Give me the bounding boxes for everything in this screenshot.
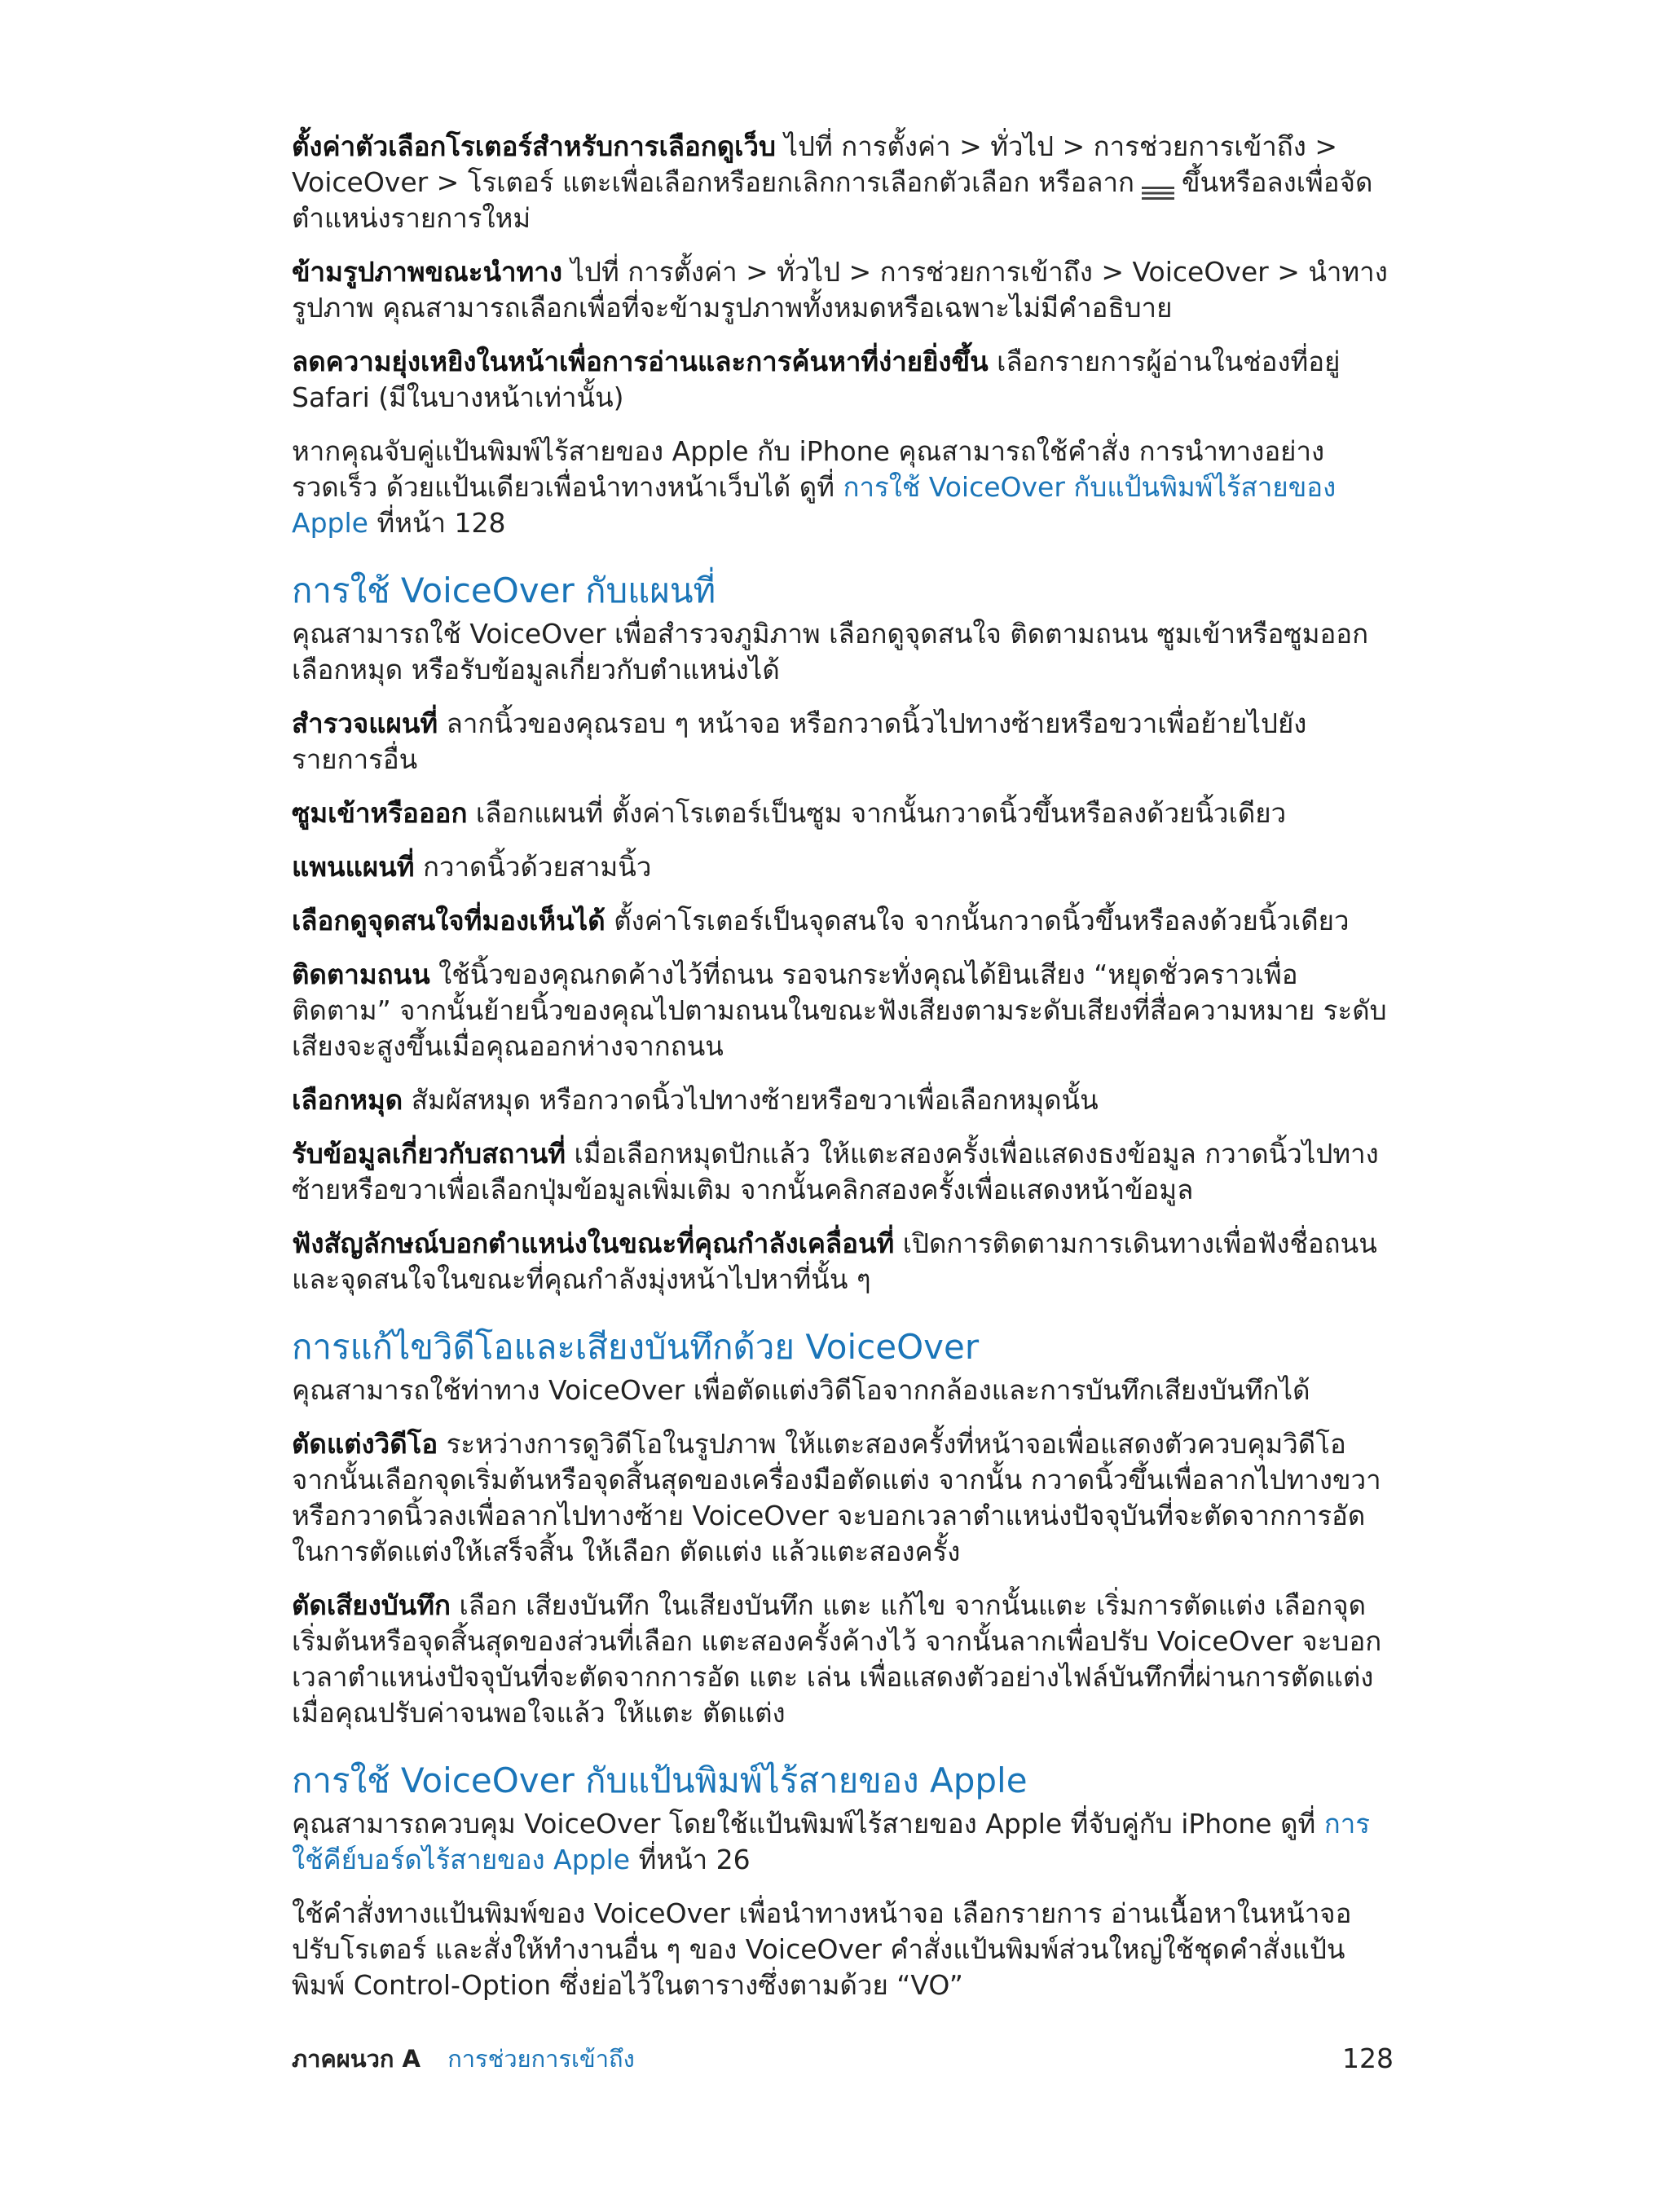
paragraph-text: ระหว่างการดูวิดีโอในรูปภาพ ให้แตะสองครั้งที่หน้าจอเพื่อแสดงตัวควบคุมวิดีโอ จากนั้นเลือกจุดเริ่มต้นหรือจุดสิ้นสุดของเครื่องมือตัดแต่ง จากนั้น กวาดนิ้วขึ้นเพื่อลากไปทางขวา หรือกวาดนิ้วลงเพื่อลากไปทางซ้าย VoiceOver จะบอกเวลาตำแหน่งปัจจุบันที่จะตัดจากการอัด ในการตัดแต่งให้เสร็จสิ้น ให้เลือก ตัดแต่ง แล้วแตะสองครั้ง — [292, 1428, 1381, 1567]
paragraph — [292, 1226, 1394, 1298]
paragraph-text-after: ที่หน้า 26 — [630, 1844, 751, 1875]
paragraph — [292, 1426, 1394, 1570]
paragraph — [292, 1082, 1394, 1118]
reorder-handle-icon — [1139, 175, 1177, 193]
paragraph-text: คุณสามารถใช้ท่าทาง VoiceOver เพื่อตัดแต่งวิดีโอจากกล้องและการบันทึกเสียงบันทึกได้ — [292, 1374, 1310, 1406]
paragraph-text: คุณสามารถควบคุม VoiceOver โดยใช้แป้นพิมพ์ไร้สายของ Apple ที่จับคู่กับ iPhone ดูที่ — [292, 1808, 1324, 1840]
paragraph — [292, 1588, 1394, 1731]
page-footer — [292, 2041, 1394, 2077]
paragraph — [292, 434, 1394, 541]
paragraph-lead-term: ตัดแต่งวิดีโอ — [292, 1428, 438, 1460]
paragraph-text: กวาดนิ้วด้วยสามนิ้ว — [414, 851, 652, 883]
paragraph-text: เลือก เสียงบันทึก ในเสียงบันทึก แตะ แก้ไข จากนั้นแตะ เริ่มการตัดแต่ง เลือกจุดเริ่มต้นหรือจุดสิ้นสุดของส่วนที่เลือก แตะสองครั้งค้างไว้ จากนั้นลากเพื่อปรับ VoiceOver จะบอกเวลาตำแหน่งปัจจุบันที่จะตัดจากการอัด แตะ เล่น เพื่อแสดงตัวอย่างไฟล์บันทึกที่ผ่านการตัดแต่ง เมื่อคุณปรับค่าจนพอใจแล้ว ให้แตะ ตัดแต่ง — [292, 1589, 1382, 1729]
paragraph-text: ตั้งค่าโรเตอร์เป็นจุดสนใจ จากนั้นกวาดนิ้วขึ้นหรือลงด้วยนิ้วเดียว — [605, 905, 1350, 936]
paragraph-text-after: ขึ้นหรือลงเพื่อจัดตำแหน่งรายการใหม่ — [292, 166, 1373, 234]
paragraph-text: ใช้คำสั่งทางแป้นพิมพ์ของ VoiceOver เพื่อนำทางหน้าจอ เลือกรายการ อ่านเนื้อหาในหน้าจอ ปรับโรเตอร์ และสั่งให้ทำงานอื่น ๆ ของ VoiceOver คำสั่งแป้นพิมพ์ส่วนใหญ่ใช้ชุดคำสั่งแป้นพิมพ์ Control-Option ซึ่งย่อไว้ในตารางซึ่งตามด้วย “VO” — [292, 1897, 1352, 2001]
section-heading: การใช้ VoiceOver กับแผนที่ — [292, 571, 716, 610]
paragraph-lead-term: ตัดเสียงบันทึก — [292, 1589, 451, 1621]
section-heading: การใช้ VoiceOver กับแป้นพิมพ์ไร้สายของ Apple — [292, 1760, 1028, 1800]
paragraph-lead-term: ติดตามถนน — [292, 958, 430, 990]
paragraph-text: ไปที่ การตั้งค่า > ทั่วไป > การช่วยการเข้าถึง > VoiceOver > โรเตอร์ แตะเพื่อเลือกหรือยกเลิกการเลือกตัวเลือก หรือลาก — [292, 130, 1338, 198]
paragraph — [292, 903, 1394, 939]
paragraph — [292, 795, 1394, 831]
paragraph — [292, 616, 1394, 688]
paragraph-text: หากคุณจับคู่แป้นพิมพ์ไร้สายของ Apple กับ iPhone คุณสามารถใช้คำสั่ง การนำทางอย่างรวดเร็ว ด้วยแป้นเดียวเพื่อนำทางหน้าเว็บได้ ดูที่ — [292, 435, 1325, 503]
paragraph — [292, 1806, 1394, 1878]
paragraph-lead-term: ซูมเข้าหรือออก — [292, 797, 468, 829]
paragraph-text: ใช้นิ้วของคุณกดค้างไว้ที่ถนน รอจนกระทั่งคุณได้ยินเสียง “หยุดชั่วคราวเพื่อติดตาม” จากนั้นย้ายนิ้วของคุณไปตามถนนในขณะฟังเสียงตามระดับเสียงที่สื่อความหมาย ระดับเสียงจะสูงขึ้นเมื่อคุณออกห่างจากถนน — [292, 958, 1387, 1062]
paragraph-lead-term: แพนแผนที่ — [292, 851, 415, 883]
paragraph-lead-term: เลือกดูจุดสนใจที่มองเห็นได้ — [292, 905, 606, 936]
section-heading: การแก้ไขวิดีโอและเสียงบันทึกด้วย VoiceOver — [292, 1327, 980, 1367]
paragraph-text: เปิดการติดตามการเดินทางเพื่อฟังชื่อถนนและจุดสนใจในขณะที่คุณกำลังมุ่งหน้าไปหาที่นั้น ๆ — [292, 1227, 1377, 1295]
page-number: 128 — [1342, 2042, 1394, 2074]
paragraph-lead-term: ลดความยุ่งเหยิงในหน้าเพื่อการอ่านและการค้นหาที่ง่ายยิ่งขึ้น — [292, 346, 989, 377]
footer-chapter-link[interactable]: การช่วยการเข้าถึง — [447, 2045, 635, 2073]
paragraph — [292, 1373, 1394, 1408]
cross-reference-link[interactable]: การใช้ VoiceOver กับแป้นพิมพ์ไร้สายของ Apple — [292, 471, 1337, 539]
page-content — [292, 129, 1394, 2021]
footer-part-label: ภาคผนวก A — [292, 2045, 421, 2073]
paragraph-text: ลากนิ้วของคุณรอบ ๆ หน้าจอ หรือกวาดนิ้วไปทางซ้ายหรือขวาเพื่อย้ายไปยังรายการอื่น — [292, 707, 1307, 775]
paragraph-lead-term: เลือกหมุด — [292, 1084, 403, 1116]
paragraph — [292, 957, 1394, 1064]
paragraph-text: ไปที่ การตั้งค่า > ทั่วไป > การช่วยการเข้าถึง > VoiceOver > นำทางรูปภาพ คุณสามารถเลือกเพื่อที่จะข้ามรูปภาพทั้งหมดหรือเฉพาะไม่มีคำอธิบาย — [292, 256, 1388, 324]
paragraph-text-after: ที่หน้า 128 — [368, 507, 506, 539]
paragraph — [292, 849, 1394, 885]
paragraph — [292, 344, 1394, 416]
paragraph-text: เลือกรายการผู้อ่านในช่องที่อยู่ Safari (มีในบางหน้าเท่านั้น) — [292, 346, 1341, 413]
cross-reference-link[interactable]: การใช้คีย์บอร์ดไร้สายของ Apple — [292, 1808, 1371, 1875]
paragraph-lead-term: รับข้อมูลเกี่ยวกับสถานที่ — [292, 1138, 566, 1170]
paragraph-text: เลือกแผนที่ ตั้งค่าโรเตอร์เป็นซูม จากนั้นกวาดนิ้วขึ้นหรือลงด้วยนิ้วเดียว — [467, 797, 1287, 829]
paragraph-lead-term: ตั้งค่าตัวเลือกโรเตอร์สำหรับการเลือกดูเว็บ — [292, 130, 776, 162]
paragraph-lead-term: ข้ามรูปภาพขณะนำทาง — [292, 256, 562, 288]
paragraph-text: คุณสามารถใช้ VoiceOver เพื่อสำรวจภูมิภาพ เลือกดูจุดสนใจ ติดตามถนน ซูมเข้าหรือซูมออก เลือกหมุด หรือรับข้อมูลเกี่ยวกับตำแหน่งได้ — [292, 618, 1369, 685]
paragraph-text: เมื่อเลือกหมุดปักแล้ว ให้แตะสองครั้งเพื่อแสดงธงข้อมูล กวาดนิ้วไปทางซ้ายหรือขวาเพื่อเลือกปุ่มข้อมูลเพิ่มเติม จากนั้นคลิกสองครั้งเพื่อแสดงหน้าข้อมูล — [292, 1138, 1379, 1205]
paragraph — [292, 129, 1394, 236]
paragraph — [292, 254, 1394, 326]
paragraph — [292, 706, 1394, 778]
paragraph — [292, 1136, 1394, 1208]
paragraph-text: สัมผัสหมุด หรือกวาดนิ้วไปทางซ้ายหรือขวาเพื่อเลือกหมุดนั้น — [403, 1084, 1099, 1116]
paragraph — [292, 1896, 1394, 2003]
paragraph-lead-term: สำรวจแผนที่ — [292, 707, 438, 739]
paragraph-lead-term: ฟังสัญลักษณ์บอกตำแหน่งในขณะที่คุณกำลังเคลื่อนที่ — [292, 1227, 895, 1259]
